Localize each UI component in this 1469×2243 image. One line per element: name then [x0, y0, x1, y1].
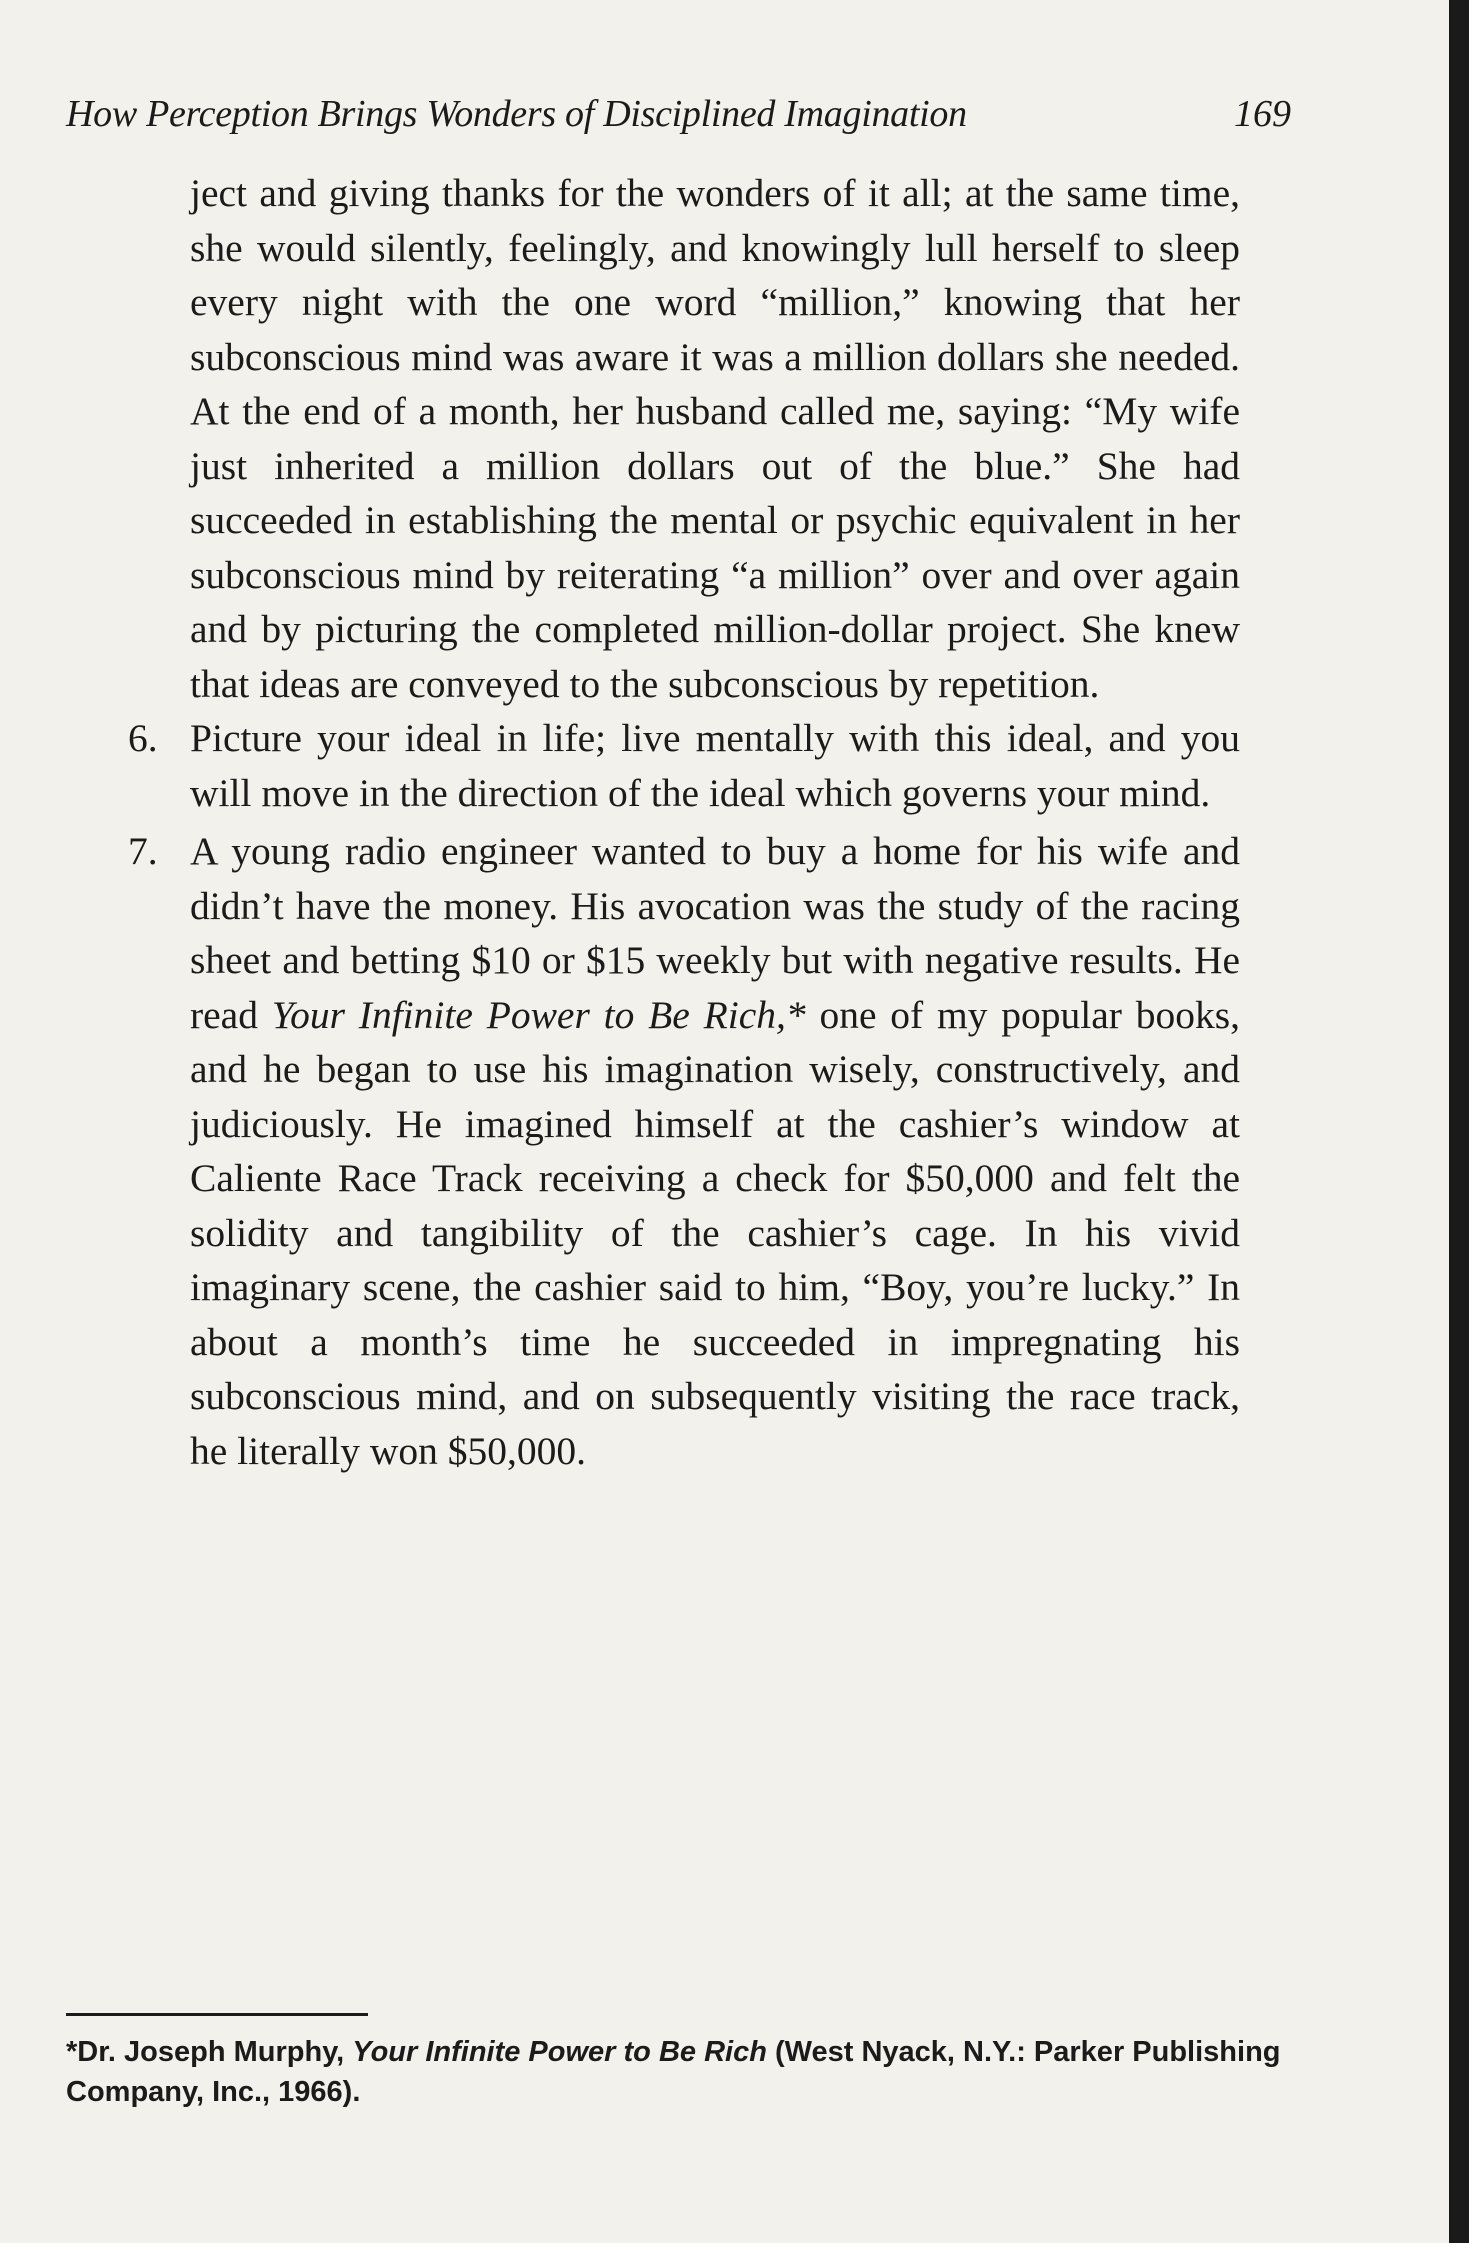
- footnote-prefix: *Dr. Joseph Murphy,: [66, 2036, 353, 2068]
- item-text-before-title: A young radio engineer wanted to buy a home for his wife and didn’t have the money. His avocation was the study of the racing sheet and betting $10 or $15 weekly but with negative results. He read: [190, 829, 1240, 1037]
- body-text: [128, 166, 1240, 1478]
- footnote-book-title: Your Infinite Power to Be Rich: [352, 2036, 767, 2068]
- book-title: Your Infinite Power to Be Rich,*: [271, 992, 806, 1037]
- item-text: [190, 824, 1240, 1478]
- running-title: How Perception Brings Wonders of Disciplined Imagination: [66, 93, 967, 135]
- footnote: [66, 2032, 1286, 2112]
- item-text-after-title: one of my popular books, and he began to use his imagination wisely, constructively, and judiciously. He imagined himself at the cashier’s window at Caliente Race Track receiving a check for $50,000 and felt the solidity and tangibility of the cashier’s cage. In his vivid imaginary scene, the cashier said to him, “Boy, you’re lucky.” In about a month’s time he succeeded in impregnating his subconscious mind, and on subsequently visiting the race track, he literally won $50,000.: [190, 992, 1240, 1473]
- item-number: 7.: [128, 829, 158, 873]
- continued-paragraph: ject and giving thanks for the wonders of it all; at the same time, she would silently, feelingly, and knowingly lull herself to sleep every night with the one word “million,” knowing that her subconscious mind was aware it was a million dollars she needed. At the end of a month, her husband called me, saying: “My wife just inherited a million dollars out of the blue.” She had succeeded in establishing the mental or psychic equivalent in her subconscious mind by reiterating “a million” over and over again and by picturing the completed million-dollar project. She knew that ideas are conveyed to the subconscious by repetition.: [190, 171, 1240, 706]
- footnote-suffix: (West Nyack, N.Y.: Parker Publishing Company, Inc., 1966).: [66, 2036, 1281, 2108]
- list-item-6: [128, 711, 1240, 820]
- item-text: Picture your ideal in life; live mentally with this ideal, and you will move in the direction of the ideal which governs your mind.: [190, 716, 1240, 815]
- list-item-7: [128, 824, 1240, 1478]
- page-edge-shadow: [1449, 0, 1469, 2243]
- running-head: [66, 92, 1291, 148]
- footnote-divider: [66, 2013, 368, 2016]
- item-number: 6.: [128, 716, 158, 760]
- page-number: 169: [1234, 93, 1291, 135]
